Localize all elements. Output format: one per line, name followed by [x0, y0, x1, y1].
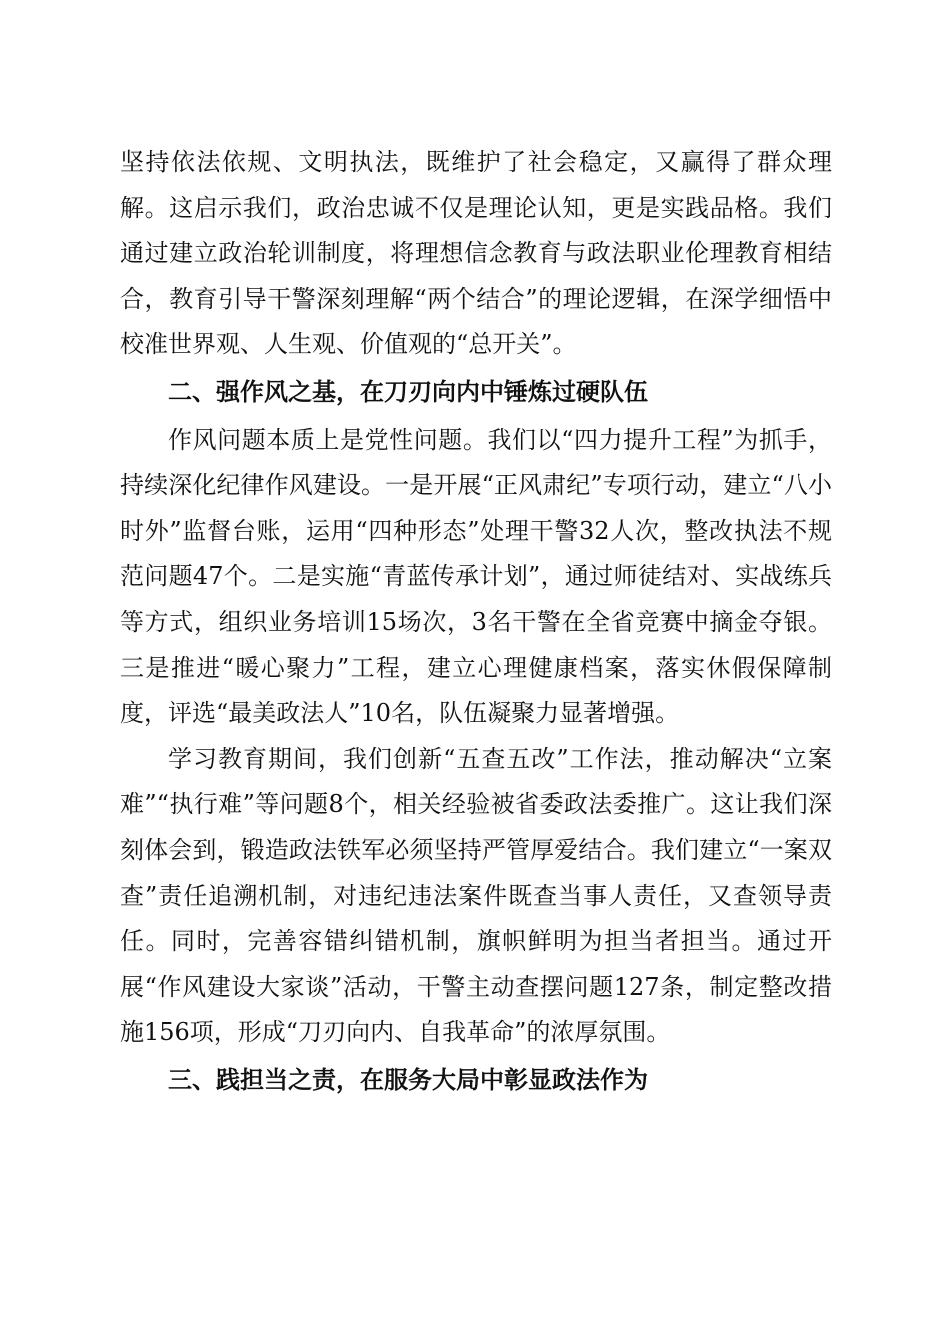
- continuation-paragraph: 坚持依法依规、文明执法，既维护了社会稳定，又赢得了群众理解。这启示我们，政治忠诚不仅是理论认知，更是实践品格。我们通过建立政治轮训制度，将理想信念教育与政法职业伦理教育相结合，教育引导干警深刻理解“两个结合”的理论逻辑，在深学细悟中校准世界观、人生观、价值观的“总开关”。: [120, 148, 832, 359]
- paragraph-2a: 作风问题本质上是党性问题。我们以“四力提升工程”为抓手，持续深化纪律作风建设。一是开展“正风肃纪”专项行动，建立“八小时外”监督台账，运用“四种形态”处理干警32人次，整改执法不规范问题47个。二是实施“青蓝传承计划”，通过师徒结对、实战练兵等方式，组织业务培训15场次，3名干警在全省竞赛中摘金夺银。三是推进“暖心聚力”工程，建立心理健康档案，落实休假保障制度，评选“最美政法人”10名，队伍凝聚力显著增强。: [120, 425, 832, 728]
- document-body: [120, 140, 832, 1105]
- section-heading-2: 二、强作风之基，在刀刃向内中锤炼过硬队伍: [168, 377, 648, 406]
- section-heading-3: 三、践担当之责，在服务大局中彰显政法作为: [168, 1065, 648, 1094]
- paragraph-2b: 学习教育期间，我们创新“五查五改”工作法，推动解决“立案难”“执行难”等问题8个，相关经验被省委政法委推广。这让我们深刻体会到，锻造政法铁军必须坚持严管厚爱结合。我们建立“一案双查”责任追溯机制，对违纪违法案件既查当事人责任，又查领导责任。同时，完善容错纠错机制，旗帜鲜明为担当者担当。通过开展“作风建设大家谈”活动，干警主动查摆问题127条，制定整改措施156项，形成“刀刃向内、自我革命”的浓厚氛围。: [120, 744, 832, 1047]
